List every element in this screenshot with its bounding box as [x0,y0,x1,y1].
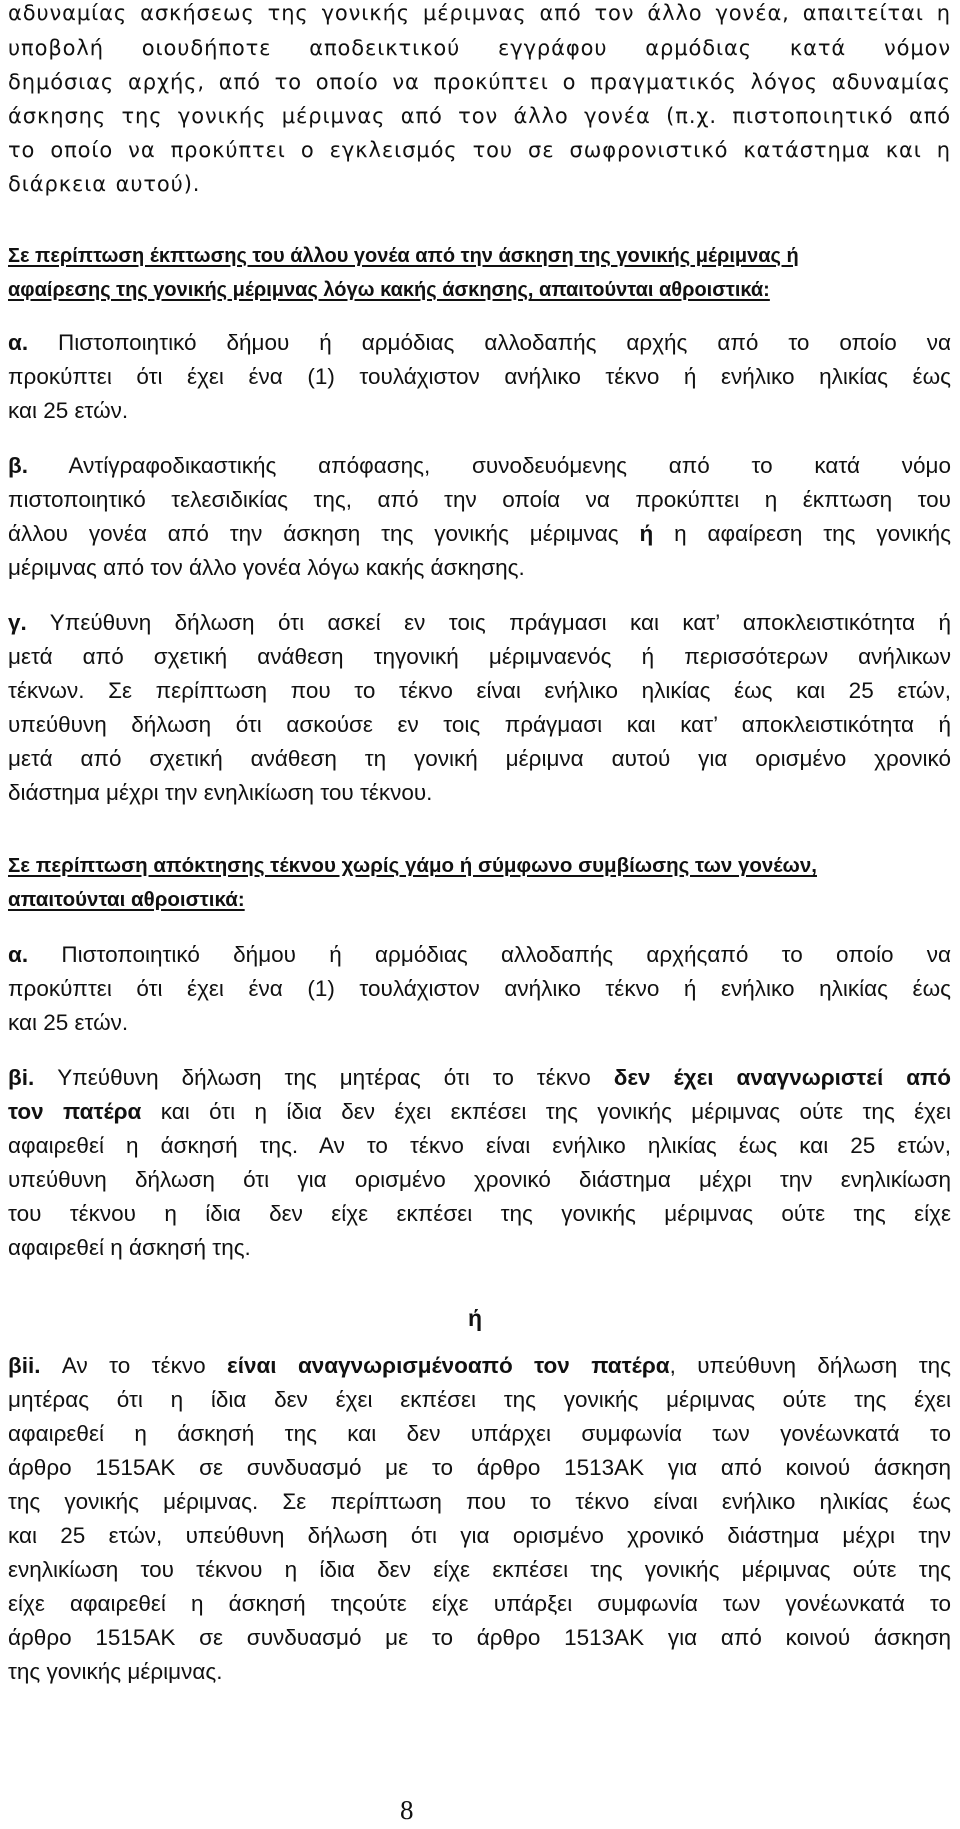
text-span: Υπεύθυνη δήλωση της μητέρας ότι το τέκνο [34,1065,614,1090]
text-line: μετά από σχετική ανάθεση τηγονική μέριμναενός ή περισσότερων ανήλικων [8,644,951,669]
text-line: αδυναμίας ασκήσεως της γονικής μέριμνας από τον άλλο γονέα, απαιτείται η [8,1,951,25]
text-line: μέριμνας από τον άλλο γονέα λόγω κακής άσκησης. [8,555,525,580]
text-line: και 25 ετών. [8,1010,129,1035]
section-heading: Σε περίπτωση έκπτωσης του άλλου γονέα από την άσκηση της γονικής μέριμνας ή [8,245,799,267]
text-line: το οποίο να προκύπτει ο εγκλεισμός του σε σωφρονιστικό κατάστημα και η [8,138,951,162]
list-item-gamma [8,612,951,635]
item-marker: β. [8,453,28,478]
item-text: Υπεύθυνη δήλωση ότι ασκεί εν τοις πράγμασι και κατ’ αποκλειστικότητα ή [26,610,951,635]
text-line: διάρκεια αυτού). [8,172,201,196]
text-line: αφαιρεθεί η άσκησή της και δεν υπάρχει συμφωνία των γονέωνκατά το [8,1421,951,1446]
text-line: διάστημα μέχρι την ενηλικίωση του τέκνου. [8,780,433,805]
text-line: μετά από σχετική ανάθεση τη γονική μέριμνα αυτού για ορισμένο χρονικό [8,746,951,771]
section-heading: Σε περίπτωση απόκτησης τέκνου χωρίς γάμο ή σύμφωνο συμβίωσης των γονέων, [8,854,817,877]
text-line [8,523,951,546]
text-line [8,1101,951,1124]
text-span: άλλου γονέα από την άσκηση της γονικής μέριμνας [8,521,640,546]
text-line: προκύπτει ότι έχει ένα (1) τουλάχιστον ανήλικο τέκνο ή ενήλικο ηλικίας έως [8,976,951,1001]
section-heading: αφαίρεσης της γονικής μέριμνας λόγω κακής άσκησης, απαιτούνται αθροιστικά: [8,279,770,301]
text-span: και ότι η ίδια δεν έχει εκπέσει της γονικής μέριμνας ούτε της έχει [141,1099,951,1124]
emphasis-text: είναι αναγνωρισμένοαπό τον πατέρα [227,1353,670,1378]
text-line: του τέκνου η ίδια δεν είχε εκπέσει της γονικής μέριμνας ούτε της είχε [8,1201,951,1226]
item-marker: γ. [8,610,27,635]
text-line: ενηλικίωση του τέκνου η ίδια δεν είχε εκπέσει της γονικής μέριμνας ούτε της [8,1557,951,1582]
text-line: υποβολή οιουδήποτε αποδεικτικού εγγράφου αρμόδιας κατά νόμον [8,36,951,60]
text-line: υπεύθυνη δήλωση ότι για ορισμένο χρονικό διάστημα μέχρι την ενηλικίωση [8,1167,951,1192]
list-item-beta [8,455,951,478]
text-line: δημόσιας αρχής, από το οποίο να προκύπτει ο πραγματικός λόγος αδυναμίας [8,70,951,94]
text-line: της γονικής μέριμνας. Σε περίπτωση που το τέκνο είναι ενήλικο ηλικίας έως [8,1489,951,1514]
list-item-beta-ii [8,1355,951,1378]
text-line: και 25 ετών, υπεύθυνη δήλωση ότι για ορισμένο χρονικό διάστημα μέχρι την [8,1523,951,1548]
text-line: υπεύθυνη δήλωση ότι ασκούσε εν τοις πράγμασι και κατ’ αποκλειστικότητα ή [8,712,951,737]
item-text: Αντίγραφοδικαστικής απόφασης, συνοδευόμενης από το κατά νόμο [27,453,951,478]
text-line: της γονικής μέριμνας. [8,1659,223,1684]
emphasis-text: τον πατέρα [8,1099,142,1124]
text-line: αφαιρεθεί η άσκησή της. [8,1235,251,1260]
item-marker: α. [8,942,29,967]
text-span: η αφαίρεση της γονικής [653,521,951,546]
item-text: Πιστοποιητικό δήμου ή αρμόδιας αλλοδαπής αρχήςαπό το οποίο να [28,942,951,967]
section-heading: απαιτούνται αθροιστικά: [8,888,245,911]
text-line: πιστοποιητικό τελεσιδικίας της, από την οποία να προκύπτει η έκπτωση του [8,487,951,512]
text-line: άρθρο 1515ΑΚ σε συνδυασμό με το άρθρο 1513ΑΚ για από κοινού άσκηση [8,1455,951,1480]
text-line: αφαιρεθεί η άσκησή της. Αν το τέκνο είναι ενήλικο ηλικίας έως και 25 ετών, [8,1133,951,1158]
item-text: Πιστοποιητικό δήμου ή αρμόδιας αλλοδαπής αρχής από το οποίο να [28,330,951,355]
text-line: είχε αφαιρεθεί η άσκησή τηςούτε είχε υπάρξει συμφωνία των γονέωνκατά το [8,1591,951,1616]
or-emphasis: ή [639,521,654,546]
text-line: μητέρας ότι η ίδια δεν έχει εκπέσει της γονικής μέριμνας ούτε της έχει [8,1387,951,1412]
list-item-alpha [8,332,951,355]
item-marker: α. [8,330,29,355]
text-line: προκύπτει ότι έχει ένα (1) τουλάχιστον ανήλικο τέκνο ή ενήλικο ηλικίας έως [8,364,951,389]
list-item-beta-i [8,1067,951,1090]
list-item-alpha [8,944,951,967]
text-line: άρθρο 1515ΑΚ σε συνδυασμό με το άρθρο 1513ΑΚ για από κοινού άσκηση [8,1625,951,1650]
text-line: τέκνων. Σε περίπτωση που το τέκνο είναι ενήλικο ηλικίας έως και 25 ετών, [8,678,951,703]
text-line: και 25 ετών. [8,398,129,423]
text-span: Αν το τέκνο [40,1353,228,1378]
item-marker: βi. [8,1065,35,1090]
text-line: άσκησης της γονικής μέριμνας από τον άλλο γονέα (π.χ. πιστοποιητικό από [8,104,951,128]
item-marker: βii. [8,1353,41,1378]
emphasis-text: δεν έχει αναγνωριστεί από [613,1065,952,1090]
page-number: 8 [400,1795,414,1825]
text-span: , υπεύθυνη δήλωση της [669,1353,951,1378]
or-separator: ή [468,1305,483,1331]
